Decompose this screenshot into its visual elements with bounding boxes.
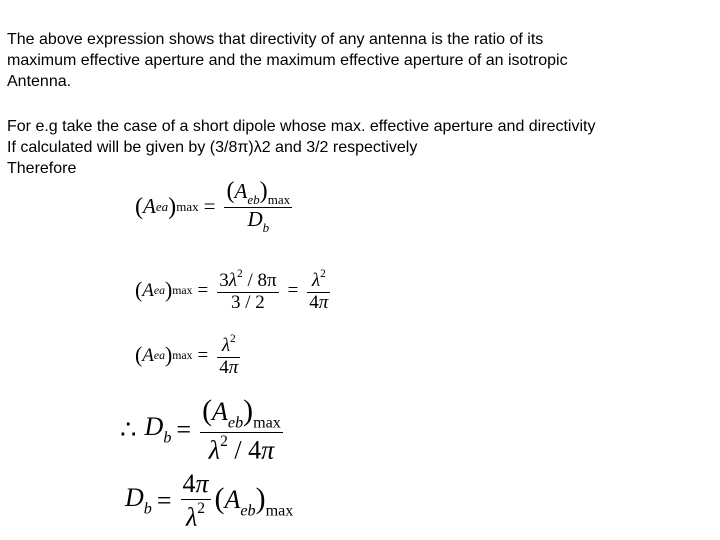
fraction: $\frac{4\pi}{\lambda^2}$ [182,469,209,532]
equation-5: $D_b$ = $\frac{4\pi}{\lambda^2}$ $(A_{eb})_{max}$ [125,469,294,532]
fraction: $\frac{(A_{eb})_{max}}{\lambda^2 / 4\pi}$ [202,394,281,465]
equation-3: ( A ea ) max = $\frac{\lambda^2}{4\pi}$ [135,333,239,378]
fraction: $\frac{3\lambda^2 / 8\pi}{3 / 2}$ [219,268,277,313]
paragraph-line: Antenna. [7,73,72,90]
fraction: $\frac{(A_{eb})_{max}}{D_b}$ [226,177,291,235]
paragraph-2 [7,116,712,179]
therefore-symbol: ∴ [120,415,137,445]
paragraph-line: If calculated will be given by (3/8π)λ2 and 3/2 respectively [7,139,418,156]
equation-4: ∴ $D_b$ = $\frac{(A_{eb})_{max}}{\lambda^2 / 4\pi}$ [120,394,281,465]
equation-1: ( A ea ) max = $\frac{(A_{eb})_{max}}{D_b}$ [135,177,291,235]
paragraph-line: For e.g take the case of a short dipole whose max. effective aperture and directivity [7,118,596,135]
fraction: $\frac{\lambda^2}{4\pi}$ [219,333,239,378]
paragraph-line: Therefore [7,160,77,177]
paragraph-1 [7,29,712,92]
equation-2: ( A ea ) max = $\frac{3\lambda^2 / 8\pi}{3 / 2}$ = $\frac{\lambda^2}{4\pi}$ [135,268,329,313]
paragraph-line: maximum effective aperture and the maximum effective aperture of an isotropic [7,52,568,69]
fraction: $\frac{\lambda^2}{4\pi}$ [309,268,329,313]
paragraph-line: The above expression shows that directivity of any antenna is the ratio of its [7,31,544,48]
